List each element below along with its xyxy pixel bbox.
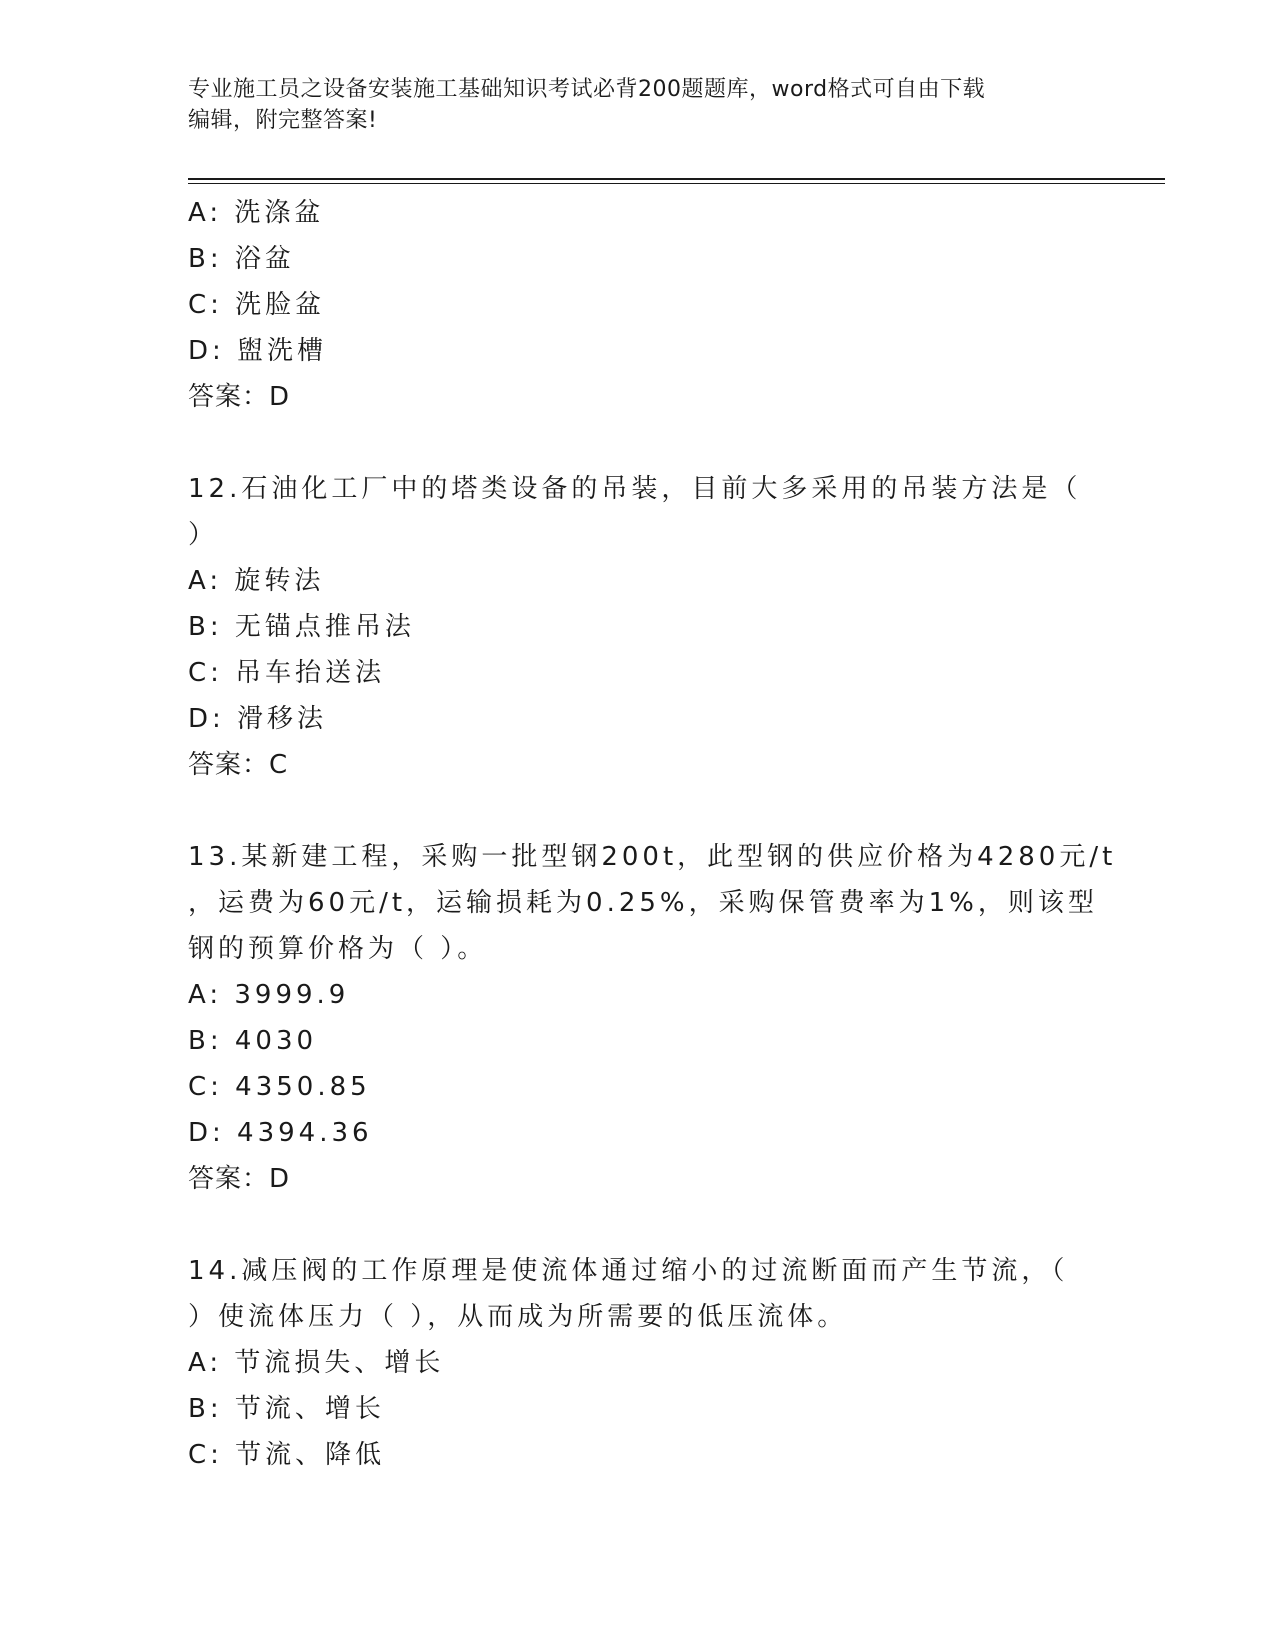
spacer bbox=[188, 788, 1088, 834]
document-header bbox=[188, 74, 1088, 136]
question-11 bbox=[188, 190, 1088, 420]
option-c: C: 4350.85 bbox=[188, 1072, 371, 1102]
spacer bbox=[188, 420, 1088, 466]
question-list bbox=[188, 190, 1117, 1478]
document-title-line-2: 编辑，附完整答案! bbox=[188, 108, 378, 133]
document-title-line-1: 专业施工员之设备安装施工基础知识考试必背200题题库，word格式可自由下载 bbox=[188, 77, 986, 102]
question-stem-line: 13.某新建工程，采购一批型钢200t，此型钢的供应价格为4280元/t bbox=[188, 842, 1117, 872]
option-d: D: 4394.36 bbox=[188, 1118, 373, 1148]
option-a: A: 洗涤盆 bbox=[188, 198, 325, 228]
option-b: B: 4030 bbox=[188, 1026, 318, 1056]
answer-line: 答案：D bbox=[188, 1164, 291, 1194]
option-c: C: 洗脸盆 bbox=[188, 290, 326, 320]
option-b: B: 节流、增长 bbox=[188, 1394, 385, 1424]
option-b: B: 无锚点推吊法 bbox=[188, 612, 415, 642]
option-d: D: 滑移法 bbox=[188, 704, 328, 734]
option-c: C: 节流、降低 bbox=[188, 1440, 386, 1470]
spacer bbox=[188, 1202, 1088, 1248]
question-stem-line: ） bbox=[188, 520, 219, 550]
question-stem-line: ）使流体压力（ ），从而成为所需要的低压流体。 bbox=[188, 1302, 848, 1332]
question-stem-line: 14.减压阀的工作原理是使流体通过缩小的过流断面而产生节流，（ bbox=[188, 1256, 1069, 1286]
question-stem-line: ，运费为60元/t，运输损耗为0.25%，采购保管费率为1%，则该型 bbox=[188, 888, 1098, 918]
question-12 bbox=[188, 466, 1088, 788]
option-b: B: 浴盆 bbox=[188, 244, 295, 274]
answer-line: 答案：C bbox=[188, 750, 289, 780]
question-13 bbox=[188, 834, 1117, 1202]
header-divider-thick bbox=[188, 178, 1165, 180]
header-divider-thin bbox=[188, 183, 1165, 184]
option-a: A: 3999.9 bbox=[188, 980, 350, 1010]
option-a: A: 节流损失、增长 bbox=[188, 1348, 445, 1378]
option-d: D: 盥洗槽 bbox=[188, 336, 328, 366]
question-stem-line: 12.石油化工厂中的塔类设备的吊装，目前大多采用的吊装方法是（ bbox=[188, 474, 1082, 504]
answer-line: 答案：D bbox=[188, 382, 291, 412]
question-14 bbox=[188, 1248, 1088, 1478]
option-a: A: 旋转法 bbox=[188, 566, 325, 596]
option-c: C: 吊车抬送法 bbox=[188, 658, 386, 688]
question-stem-line: 钢的预算价格为（ ）。 bbox=[188, 934, 488, 964]
